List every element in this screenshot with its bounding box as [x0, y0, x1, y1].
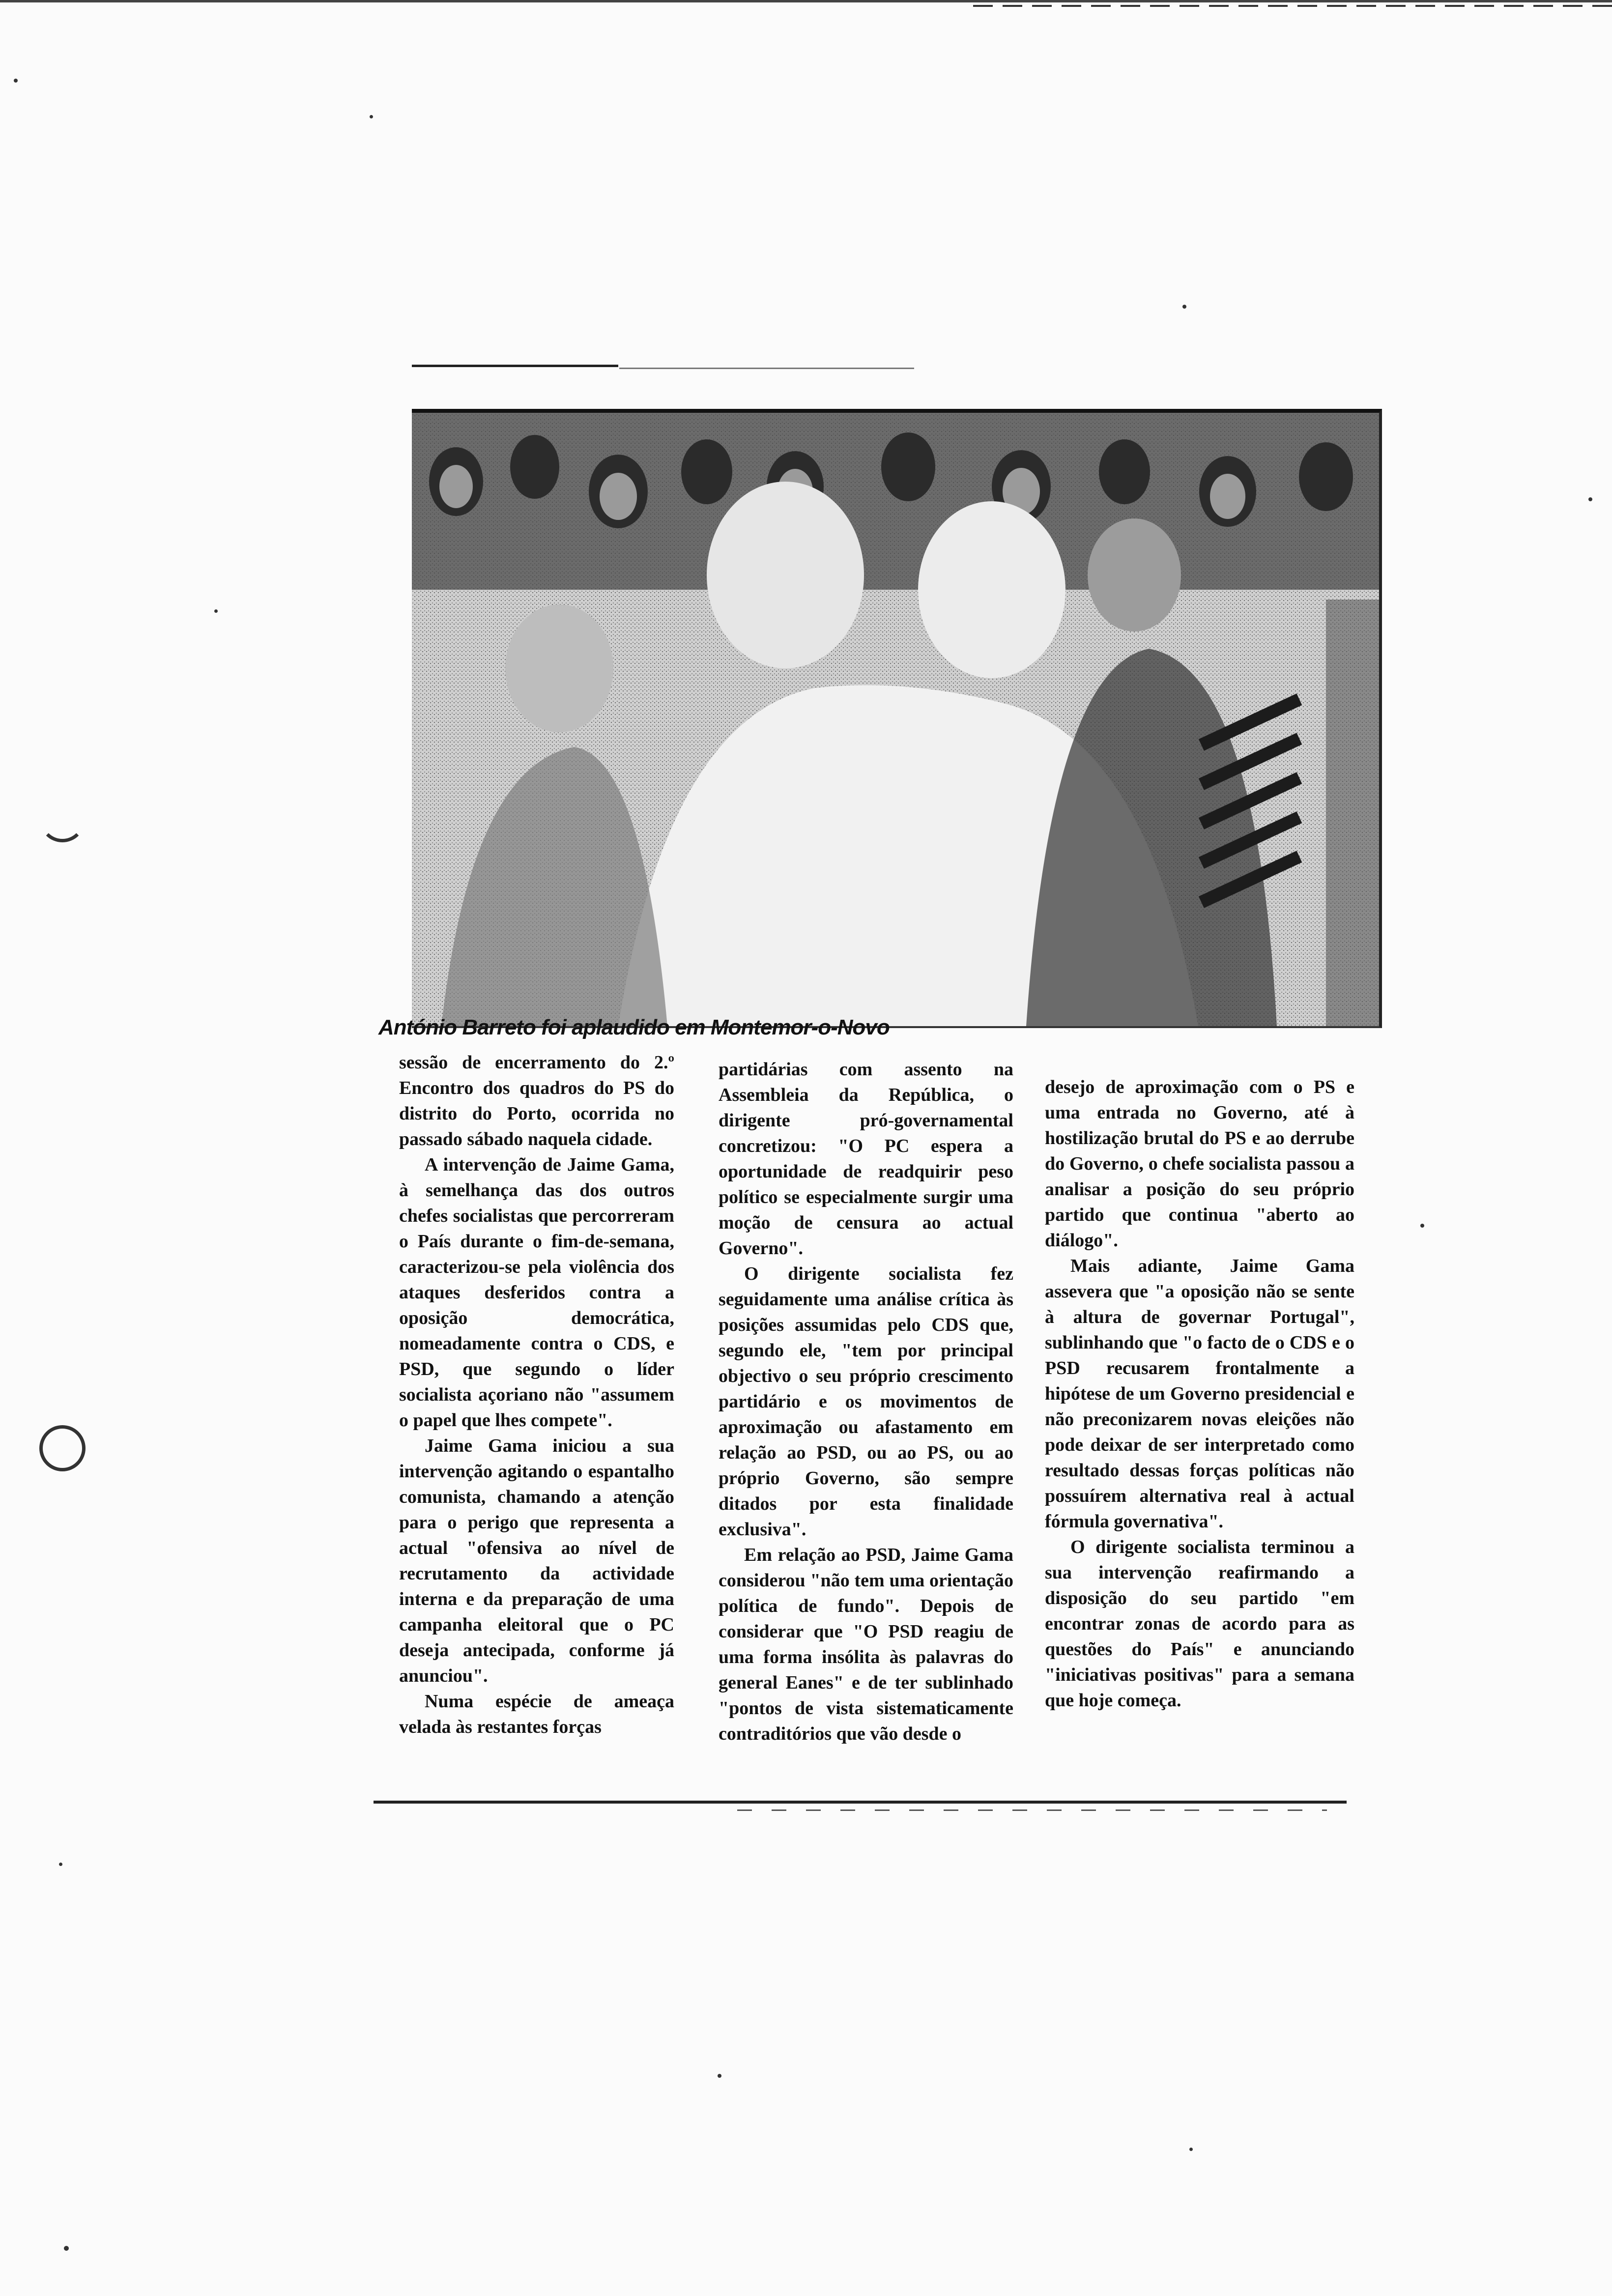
scan-speck [64, 2246, 69, 2251]
article-column-2 [719, 1057, 1013, 1747]
scan-speck [1588, 497, 1592, 501]
paragraph: Numa espécie de ameaça velada às restantes forças [399, 1691, 674, 1737]
article-column-3 [1045, 1074, 1354, 1713]
scan-speck [370, 115, 373, 118]
clipping-bottom-rule [374, 1801, 1347, 1804]
clipping-top-rule-2 [619, 368, 914, 369]
scan-speck [1182, 305, 1186, 309]
paragraph: Mais adiante, Jaime Gama assevera que "a oposição não se sente à altura de governar Portugal", sublinhando que "o facto de o CDS e o PSD recusarem frontalmente a hipótese de um Governo presidencial e não preconizarem novas eleições não pode deixar de ser interpretado como resultado dessas forças políticas não possuírem alternativa real à actual fórmula governativa". [1045, 1256, 1354, 1532]
paragraph: A intervenção de Jaime Gama, à semelhança das dos outros chefes socialistas que percorreram o País durante o fim-de-semana, caracterizou-se pela violência dos ataques desferidos contra a oposição democrática, nomeadamente contra o CDS, e PSD, que segundo o líder socialista açoriano não "assumem o papel que lhes compete". [399, 1154, 674, 1431]
scan-speck [14, 79, 18, 83]
paragraph: Jaime Gama iniciou a sua intervenção agitando o espantalho comunista, chamando a atenção para o perigo que representa a actual "ofensiva ao nível de recrutamento da actividade interna e da preparação de uma campanha eleitoral que o PC deseja antecipada, conforme já anunciou". [399, 1435, 674, 1686]
photo-caption: António Barreto foi aplaudido em Montemor-o-Novo [378, 1015, 890, 1039]
paragraph: Em relação ao PSD, Jaime Gama considerou "não tem uma orientação política de fundo". Depois de considerar que "O PSD reagiu de uma forma insólita às palavras do general Eanes" e de ter sublinhado "pontos de vista sistematicamente contraditórios que vão desde o [719, 1545, 1013, 1744]
scan-speck [1420, 1224, 1424, 1228]
scan-speck [1189, 2148, 1193, 2151]
crowd-photo-illustration [412, 413, 1379, 1026]
scan-speck [718, 2074, 721, 2078]
paragraph: partidárias com assento na Assembleia da República, o dirigente pró-governamental concretizou: "O PC espera a oportunidade de readquirir peso político se especialmente surgir uma moção de censura ao actual Governo". [719, 1059, 1013, 1259]
binder-hole-mark [39, 1425, 86, 1471]
paragraph: sessão de encerramento do 2.º Encontro dos quadros do PS do distrito do Porto, ocorrida no passado sábado naquela cidade. [399, 1052, 674, 1149]
news-photo [412, 409, 1382, 1028]
scan-speck [214, 609, 218, 613]
top-scan-edge-dashes [973, 5, 1612, 7]
clipping-bottom-rule-faint [737, 1809, 1327, 1811]
top-scan-edge [0, 0, 1612, 2]
paragraph: desejo de aproximação com o PS e uma entrada no Governo, até à hostilização brutal do PS e ao derrube do Governo, o chefe socialista passou a analisar a posição do seu próprio partido que continua "aberto ao diálogo". [1045, 1077, 1354, 1251]
paragraph: O dirigente socialista terminou a sua intervenção reafirmando a disposição do seu partido "em encontrar zonas de acordo para as questões do País" e anunciando "iniciativas positivas" para a semana que hoje começa. [1045, 1537, 1354, 1711]
paragraph: O dirigente socialista fez seguidamente uma análise crítica às posições assumidas pelo CDS que, segundo ele, "tem por principal objectivo o seu próprio crescimento partidário e os movimentos de aproximação ou afastamento em relação ao PSD, ou ao PS, ou ao próprio Governo, são sempre ditados por esta finalidade exclusiva". [719, 1263, 1013, 1540]
clipping-top-rule [412, 365, 618, 367]
binder-hole-mark [39, 796, 86, 842]
scan-speck [59, 1863, 62, 1866]
article-column-1 [399, 1050, 674, 1740]
